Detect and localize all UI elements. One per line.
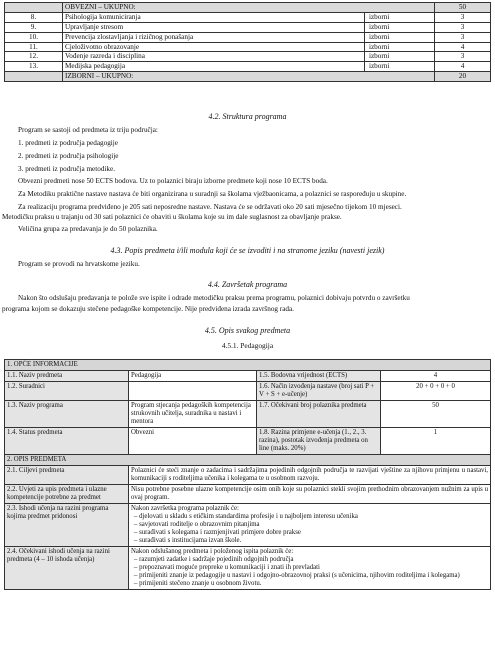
cell-value: Program stjecanja pedagoških kompetencija strukovnih učitelja, suradnika u nastavi i mentora xyxy=(129,401,257,428)
paragraph: Metodičku praksu u trajanju od 30 sati polaznici će obaviti u školama koje su im dale suglasnost za obavljanje prakse. xyxy=(2,213,342,221)
list-item: – primijeniti znanje iz pedagogije u nastavi i odgojno-obrazovnoj praksi (s učenicima, njihovim roditeljima i kolegama) xyxy=(131,572,488,580)
table-row xyxy=(5,52,491,62)
cell-label: 2.4. Očekivani ishodi učenja na razini predmeta (4 – 10 ishoda učenja) xyxy=(5,547,129,590)
row-name: Cjeloživotno obrazovanje xyxy=(63,42,365,52)
cell-label: 1.5. Bodovna vrijednost (ECTS) xyxy=(257,371,381,382)
table-row xyxy=(5,62,491,72)
cell-label: 1.1. Naziv predmeta xyxy=(5,371,129,382)
cell-value: 50 xyxy=(381,401,491,428)
cell-label: 1.2. Suradnici xyxy=(5,382,129,401)
row-num: 11. xyxy=(5,42,63,52)
cell-value xyxy=(129,547,491,590)
paragraph: Veličina grupa za predavanja je do 50 polaznika. xyxy=(18,225,158,233)
row-type: izborni xyxy=(365,52,435,62)
izborni-total-row xyxy=(5,72,491,82)
row-ects: 3 xyxy=(435,52,491,62)
list-item: – surađivati s institucijama izvan škole. xyxy=(131,537,488,545)
table-row xyxy=(5,22,491,32)
table-row xyxy=(5,371,491,382)
ishodi-list xyxy=(131,513,488,545)
cell-label: 1.3. Naziv programa xyxy=(5,401,129,428)
list-item: – surađivati s kolegama i razmjenjivati primjere dobre prakse xyxy=(131,529,488,537)
list-item: – primijeniti stečeno znanje u osobnom životu. xyxy=(131,580,488,588)
table-row xyxy=(5,12,491,22)
table-row xyxy=(5,42,491,52)
section-header-row xyxy=(5,360,491,371)
obvezni-total-label: OBVEZNI – UKUPNO: xyxy=(63,3,435,13)
section-title-4-3: 4.3. Popis predmeta i/ili modula koji će se izvoditi i na stranome jeziku (navesti jezik) xyxy=(110,246,385,255)
izborni-total-label: IZBORNI – UKUPNO: xyxy=(63,72,435,82)
table-row xyxy=(5,428,491,455)
cell-value xyxy=(129,382,257,401)
cell-label: 2.2. Uvjeti za upis predmeta i ulazne kompetencije potrebne za predmet xyxy=(5,485,129,504)
cell-value: 20 + 0 + 0 + 0 xyxy=(381,382,491,401)
row-num: 13. xyxy=(5,62,63,72)
cell-value: Polaznici će steći znanje o zadacima i sadržajima pojedinih odgojnih područja te razvijati vještine za njihovu primjenu u nastavi, komunikaciji s roditeljima učenika i kolegama te u osobnom razvoju. xyxy=(129,466,491,485)
list-item: 1. predmeti iz područja pedagogije xyxy=(18,139,118,147)
section-title-4-4: 4.4. Završetak programa xyxy=(207,280,288,289)
list-intro: Nakon odslušanog predmeta i položenog ispita polaznik će: xyxy=(131,548,294,556)
section-header: 1. OPĆE INFORMACIJE xyxy=(5,360,491,371)
section-title-4-2: 4.2. Struktura programa xyxy=(208,112,287,121)
cell-label: 1.7. Očekivani broj polaznika predmeta xyxy=(257,401,381,428)
row-num: 8. xyxy=(5,12,63,22)
table-row xyxy=(5,382,491,401)
table-row xyxy=(5,547,491,590)
paragraph: Nakon što odslušaju predavanja te polože sve ispite i odrade metodičku praksu prema programu, polaznici dobivaju potvrdu o završetku xyxy=(18,294,410,302)
paragraph: Obvezni predmeti nose 50 ECTS bodova. Uz to polaznici biraju izborne predmete koji nose 10 ECTS boda. xyxy=(18,177,328,185)
cell-label: 1.8. Razina primjene e-učenja (1., 2., 3. razina), postotak izvođenja predmeta on line (maks. 20%) xyxy=(257,428,381,455)
paragraph: Program se provodi na hrvatskome jeziku. xyxy=(18,260,140,268)
row-ects: 3 xyxy=(435,12,491,22)
paragraph: Program se sastoji od predmeta iz triju područja: xyxy=(18,126,158,134)
paragraph: Za Metodiku praktične nastave nastava će biti organizirana u suradnji sa školama vježbaonicama, a polaznici se raspoređuju u skupine. xyxy=(18,190,407,198)
row-name: Prevencija zlostavljanja i rizičnog ponašanja xyxy=(63,32,365,42)
row-type: izborni xyxy=(365,42,435,52)
obvezni-total-row xyxy=(5,3,491,13)
table-row xyxy=(5,401,491,428)
section-header: 2. OPIS PREDMETA xyxy=(5,455,491,466)
row-type: izborni xyxy=(365,62,435,72)
section-title-4-5: 4.5. Opis svakog predmeta xyxy=(204,326,291,335)
row-name: Psihologija komuniciranja xyxy=(63,12,365,22)
table-row xyxy=(5,466,491,485)
cell-label: 1.6. Način izvođenja nastave (broj sati P + V + S + e-učenje) xyxy=(257,382,381,401)
row-ects: 3 xyxy=(435,22,491,32)
row-ects: 4 xyxy=(435,62,491,72)
row-name: Medijska pedagogija xyxy=(63,62,365,72)
obvezni-total-value: 50 xyxy=(435,3,491,13)
cell-label: 2.3. Ishodi učenja na razini programa kojima predmet pridonosi xyxy=(5,504,129,547)
list-item: – prepoznavati moguće prepreke u komunikaciji i znati ih prevladati xyxy=(131,564,488,572)
list-item: 3. predmeti iz područja metodike. xyxy=(18,165,115,173)
opis-predmeta-table xyxy=(4,359,491,590)
cell-label: 1.4. Status predmeta xyxy=(5,428,129,455)
list-intro: Nakon završetka programa polaznik će: xyxy=(131,505,239,513)
izborni-total-value: 20 xyxy=(435,72,491,82)
row-ects: 3 xyxy=(435,32,491,42)
row-name: Vođenje razreda i disciplina xyxy=(63,52,365,62)
table-row xyxy=(5,504,491,547)
list-item: – savjetovati roditelje o obrazovnim pitanjima xyxy=(131,521,488,529)
row-type: izborni xyxy=(365,12,435,22)
row-name: Upravljanje stresom xyxy=(63,22,365,32)
table-row xyxy=(5,485,491,504)
cell-value: Obvezni xyxy=(129,428,257,455)
row-ects: 4 xyxy=(435,42,491,52)
paragraph: Za realizaciju programa predviđeno je 205 sati neposredne nastave. Nastava će se održavati oko 20 sati mjesečno tijekom 10 mjeseci. xyxy=(18,203,402,211)
row-type: izborni xyxy=(365,32,435,42)
cell-value: 1 xyxy=(381,428,491,455)
list-item: – djelovati u skladu s etičkim standardima profesije i u najboljem interesu učenika xyxy=(131,513,488,521)
list-item: – razumjeti zadatke i sadržaje pojedinih odgojnih područja xyxy=(131,556,488,564)
cell-value: 4 xyxy=(381,371,491,382)
subsection-title: 4.5.1. Pedagogija xyxy=(221,341,274,350)
cell-label: 2.1. Ciljevi predmeta xyxy=(5,466,129,485)
table-row xyxy=(5,32,491,42)
row-num: 10. xyxy=(5,32,63,42)
paragraph: programa kojom se dokazuju stečene pedagoške kompetencije. Nije predviđena izrada završnog rada. xyxy=(2,305,294,313)
ocekivani-list xyxy=(131,556,488,588)
section-header-row xyxy=(5,455,491,466)
row-type: izborni xyxy=(365,22,435,32)
predmeti-table xyxy=(4,2,491,82)
cell-value: Nisu potrebne posebne ulazne kompetencije osim onih koje su polaznici stekli svojim prethodnim obrazovanjem nužnim za upis u ovaj program. xyxy=(129,485,491,504)
row-num: 9. xyxy=(5,22,63,32)
cell-value xyxy=(129,504,491,547)
list-item: 2. predmeti iz područja psihologije xyxy=(18,152,119,160)
row-num: 12. xyxy=(5,52,63,62)
cell-value: Pedagogija xyxy=(129,371,257,382)
